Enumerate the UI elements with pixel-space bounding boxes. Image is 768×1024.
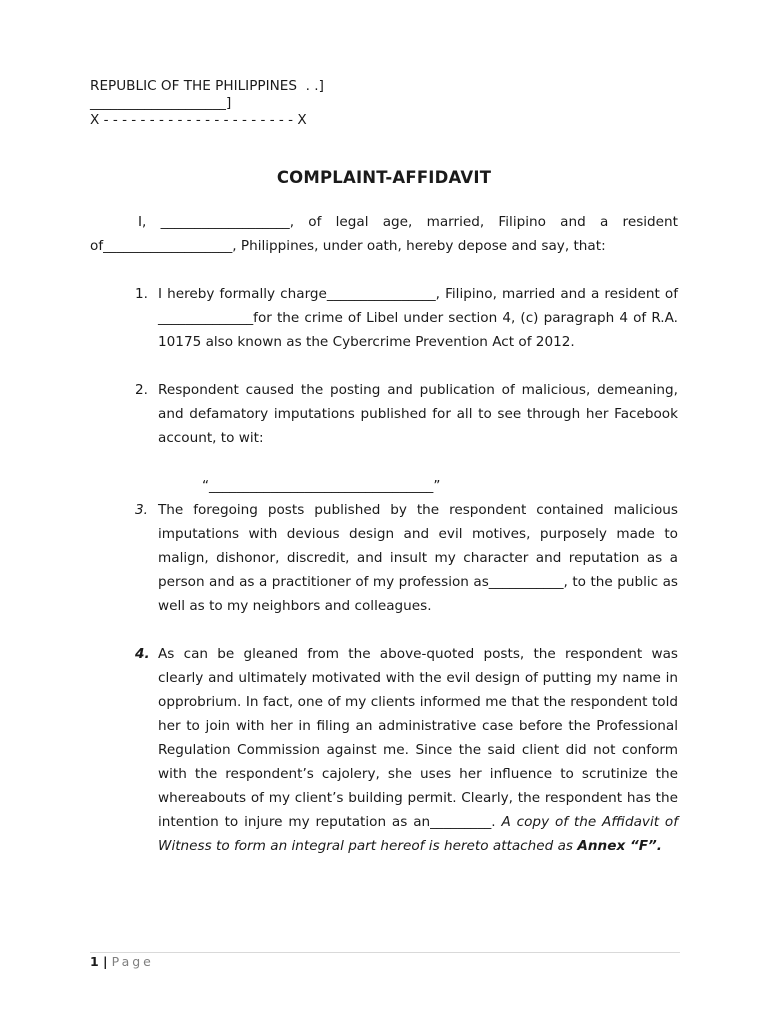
item-italic-text: A copy of the Affidavit of Witness to form an integral part hereof is hereto attached as [158,814,678,854]
item-number: 2. [135,382,148,398]
list-item-4 [90,642,678,858]
page-number: 1 | [90,954,108,969]
list-item-2 [90,378,678,450]
document-page [90,78,678,858]
item-text: Respondent caused the posting and publication of malicious, demeaning, and defamatory imputations published for all to see through her Facebook account, to wit: [158,382,678,446]
header-republic: REPUBLIC OF THE PHILIPPINES . .] [90,78,324,94]
item-number: 4. [135,646,150,662]
annex-reference: Annex “F”. [577,838,662,854]
item-text: As can be gleaned from the above-quoted posts, the respondent was clearly and ultimately motivated with the evil design of putting my name in opprobrium. In fact, one of my clients informed me that the respondent told her to join with her in filing an administrative case before the Professional Regulation Commission against me. Since the said client did not conform with the respondent’s cajolery, she uses her influence to scrutinize the whereabouts of my client’s building permit. Clearly, the respondent has the intention to injure my reputation as an_________. [158,646,678,830]
quoted-post-blank: “_________________________________” [202,478,441,494]
document-title: COMPLAINT-AFFIDAVIT [276,168,492,187]
header-separator: X - - - - - - - - - - - - - - - - - - - - - X [90,112,307,128]
page-footer [90,952,680,969]
header-blank-line: ____________________] [90,95,232,111]
intro-paragraph: I, ___________________, of legal age, married, Filipino and a resident of___________________, Philippines, under oath, hereby depose and say, that: [90,214,678,254]
item-text: The foregoing posts published by the respondent contained malicious imputations with devious design and evil motives, purposely made to malign, dishonor, discredit, and insult my character and reputation as a person and as a practitioner of my profession as___________, to the public as well as to my neighbors and colleagues. [158,502,678,614]
item-number: 3. [135,502,148,518]
list-item-1 [90,282,678,354]
page-label: Page [111,954,154,969]
item-text: I hereby formally charge________________, Filipino, married and a resident of ______________for the crime of Libel under section 4, (c) paragraph 4 of R.A. 10175 also known as the Cybercrime Prevention Act of 2012. [158,286,678,350]
list-item-3 [90,498,678,618]
item-number: 1. [135,286,148,302]
